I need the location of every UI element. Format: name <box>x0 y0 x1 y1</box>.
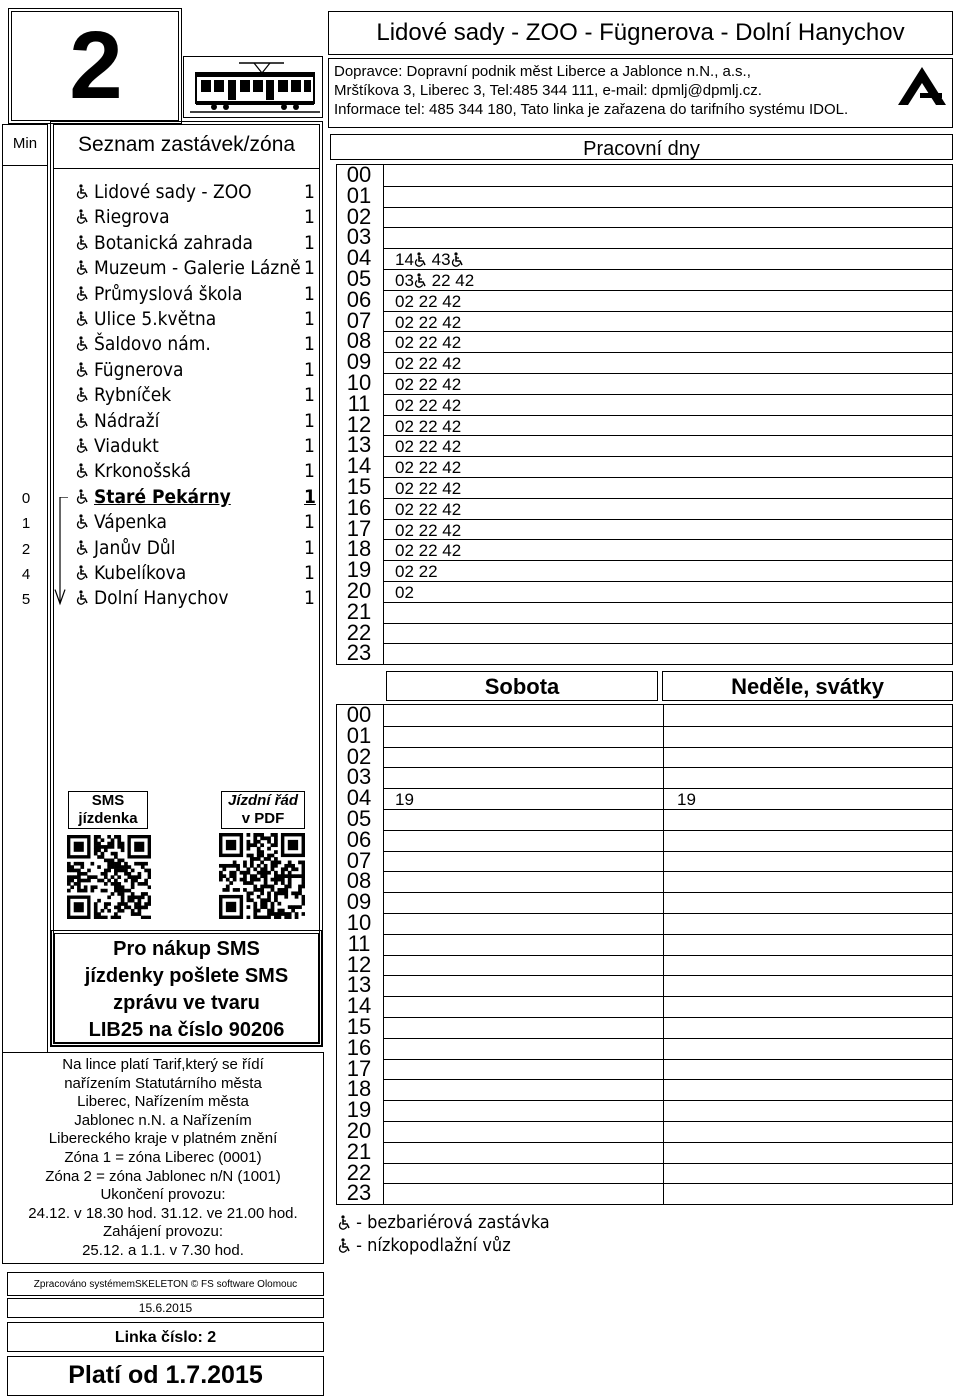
row-divider <box>383 415 952 416</box>
valid-from: Platí od 1.7.2015 <box>68 1361 263 1389</box>
direction-arrow-icon <box>52 497 76 608</box>
departure-minutes <box>395 250 464 270</box>
stop-name: Muzeum - Galerie Lázně <box>94 257 301 280</box>
stop-row <box>54 257 319 279</box>
row-divider <box>383 186 952 187</box>
qr-sms-label-2: jízdenka <box>78 810 138 827</box>
hour-label: 15 <box>346 1014 372 1039</box>
row-divider <box>383 996 952 997</box>
stop-row <box>54 308 319 330</box>
stop-zone: 1 <box>304 409 315 432</box>
row-divider <box>383 311 952 312</box>
stop-zone: 1 <box>304 181 315 203</box>
row-divider <box>383 1121 952 1122</box>
stop-row <box>54 232 319 254</box>
sunday-minutes: 19 <box>677 790 696 810</box>
hour-label: 08 <box>346 328 372 354</box>
legend-barrier-free-label: - bezbariérová zastávka <box>356 1212 550 1233</box>
minutes-text: 02 22 42 <box>395 479 462 498</box>
weekend-table <box>336 704 953 1205</box>
sunday-title: Neděle, svátky <box>731 674 884 699</box>
tariff-line: 24.12. v 18.30 hod. 31.12. ve 21.00 hod. <box>28 1204 298 1222</box>
stop-minute: 5 <box>21 591 31 609</box>
wheelchair-icon <box>338 1212 351 1233</box>
stop-zone: 1 <box>304 206 315 229</box>
departure-minutes <box>395 583 414 603</box>
sms-info-line-3: zprávu ve tvaru <box>113 992 260 1014</box>
qr-pdf-label-box <box>221 791 305 829</box>
date: 15.6.2015 <box>138 1301 193 1315</box>
hour-label: 19 <box>346 1097 372 1123</box>
row-divider <box>383 809 952 810</box>
hour-label: 02 <box>346 203 372 229</box>
hour-label: 13 <box>346 432 372 458</box>
stop-zone: 1 <box>304 587 315 610</box>
stop-name: Dolní Hanychov <box>94 587 229 610</box>
hour-label: 10 <box>346 370 372 395</box>
row-divider <box>383 830 952 831</box>
tram-icon <box>184 57 324 119</box>
row-divider <box>383 602 952 603</box>
line-number: 2 <box>69 12 121 119</box>
dpmlj-logo-icon <box>896 65 948 109</box>
minutes-text: 02 22 42 <box>395 416 462 436</box>
saturday-title: Sobota <box>484 674 560 699</box>
wheelchair-icon <box>76 336 89 354</box>
hour-label: 01 <box>346 722 372 748</box>
hour-label: 07 <box>346 847 372 873</box>
stop-zone: 1 <box>304 384 315 407</box>
sms-info-box <box>54 933 319 1043</box>
hour-label: 20 <box>346 578 372 603</box>
row-divider <box>383 227 952 228</box>
hour-label: 21 <box>346 1138 372 1164</box>
hour-label: 20 <box>346 1118 372 1143</box>
minutes-text: 02 <box>395 583 414 602</box>
row-divider <box>383 477 952 478</box>
stop-name: Lidové sady - ZOO <box>94 181 252 203</box>
stops-title-underline <box>54 168 319 169</box>
wheelchair-icon <box>76 311 89 329</box>
stop-name: Vápenka <box>94 511 167 534</box>
hour-label: 13 <box>346 972 372 998</box>
hour-label: 08 <box>346 868 372 894</box>
hour-label: 23 <box>346 1180 372 1206</box>
stop-name: Viadukt <box>94 435 159 457</box>
minutes-text: 03 <box>395 271 414 290</box>
sms-info-line-1: Pro nákup SMS <box>113 938 260 960</box>
row-divider <box>383 269 952 270</box>
hour-label: 07 <box>346 307 372 333</box>
row-divider <box>383 1038 952 1039</box>
stop-name: Rybníček <box>94 384 172 407</box>
stop-name: Ulice 5.května <box>94 308 217 330</box>
saturday-header <box>386 671 658 701</box>
tariff-line: Liberec, Nařízením města <box>77 1093 249 1111</box>
qr-pdf-label-2: v PDF <box>241 810 285 827</box>
wheelchair-icon <box>451 250 464 269</box>
row-divider <box>383 207 952 208</box>
minutes-text: 02 22 42 <box>395 375 462 394</box>
sunday-header <box>662 671 953 701</box>
stop-row <box>54 410 319 432</box>
wheelchair-icon <box>76 565 89 583</box>
stop-row <box>54 283 319 305</box>
row-divider <box>383 913 952 914</box>
hour-label: 00 <box>346 162 372 187</box>
row-divider <box>383 498 952 499</box>
row-divider <box>383 788 952 789</box>
operator-line-1: Dopravce: Dopravní podnik měst Liberce a Jablonce n.N., a.s., <box>334 63 751 80</box>
row-divider <box>383 892 952 893</box>
departure-minutes <box>395 437 461 457</box>
date-box <box>7 1298 324 1318</box>
legend-low-floor-label: - nízkopodlažní vůz <box>356 1235 511 1256</box>
stop-row <box>54 359 319 381</box>
stop-minute: 2 <box>21 540 31 558</box>
processed-by: Zpracováno systémemSKELETON © FS software Olomouc <box>33 1279 298 1290</box>
stop-zone: 1 <box>304 435 315 457</box>
hour-label: 18 <box>346 1076 372 1102</box>
stop-zone: 1 <box>304 460 315 483</box>
operator-line-2: Mrštíkova 3, Liberec 3, Tel:485 344 111, e-mail: dpmlj@dpmlj.cz. <box>334 82 762 99</box>
row-divider <box>383 519 952 520</box>
hour-label: 12 <box>346 411 372 437</box>
tariff-line: Ukončení provozu: <box>100 1186 226 1204</box>
stop-zone: 1 <box>304 511 315 534</box>
stop-name: Krkonošská <box>94 460 192 483</box>
row-divider <box>383 1183 952 1184</box>
line-label-box <box>7 1322 324 1352</box>
departure-minutes <box>395 417 461 437</box>
stop-row <box>54 537 319 559</box>
minutes-text: 02 22 42 <box>395 333 462 353</box>
stop-row <box>54 511 319 533</box>
row-divider <box>383 560 952 561</box>
row-divider <box>383 394 952 395</box>
hour-label: 09 <box>346 889 372 915</box>
stop-zone: 1 <box>304 333 315 356</box>
hour-label: 19 <box>346 557 372 583</box>
stop-name: Botanická zahrada <box>94 231 253 254</box>
hour-label: 16 <box>346 494 372 520</box>
stop-row <box>54 460 319 482</box>
row-divider <box>383 623 952 624</box>
weekday-table <box>336 164 953 665</box>
stop-row <box>54 587 319 609</box>
hour-label: 14 <box>346 993 372 1019</box>
tariff-line: 25.12. a 1.1. v 7.30 hod. <box>82 1241 244 1259</box>
wheelchair-icon <box>414 271 427 290</box>
qr-code-icon[interactable] <box>67 835 151 919</box>
row-divider <box>383 456 952 457</box>
tariff-line: Jablonec n.N. a Nařízením <box>74 1111 252 1129</box>
row-divider <box>383 1142 952 1143</box>
departure-minutes <box>395 458 461 478</box>
stop-name: Janův Důl <box>94 536 176 559</box>
hour-label: 04 <box>346 245 372 271</box>
hour-label: 22 <box>346 1159 372 1185</box>
stop-row <box>54 384 319 406</box>
stop-name: Nádraží <box>94 409 160 432</box>
row-divider <box>383 1079 952 1080</box>
departure-minutes <box>395 479 461 499</box>
stop-row <box>54 333 319 355</box>
stop-name: Staré Pekárny <box>94 485 231 508</box>
stop-row <box>54 486 319 508</box>
wheelchair-icon <box>76 514 89 532</box>
hour-label: 21 <box>346 598 372 624</box>
wheelchair-icon <box>76 438 89 456</box>
stop-row <box>54 181 319 203</box>
minutes-text: 02 22 42 <box>395 541 462 561</box>
hour-label: 18 <box>346 536 372 562</box>
row-divider <box>383 1059 952 1060</box>
stop-zone: 1 <box>304 231 315 254</box>
wheelchair-icon <box>414 250 427 269</box>
line-label: Linka číslo: 2 <box>114 1329 217 1346</box>
departure-minutes <box>395 313 461 333</box>
hour-label: 22 <box>346 619 372 645</box>
departure-minutes <box>395 333 461 353</box>
wheelchair-icon <box>76 209 89 227</box>
stop-zone: 1 <box>304 485 316 508</box>
hour-label: 12 <box>346 951 372 977</box>
hour-label: 10 <box>346 910 372 935</box>
stop-zone: 1 <box>304 282 315 305</box>
hour-label: 02 <box>346 743 372 769</box>
minutes-text: 02 22 42 <box>395 520 462 540</box>
departure-minutes <box>395 521 461 541</box>
hour-label: 01 <box>346 182 372 208</box>
wheelchair-icon <box>338 1235 351 1256</box>
hour-label: 04 <box>346 785 372 811</box>
stop-zone: 1 <box>304 358 315 381</box>
tram-picture-box <box>183 56 323 118</box>
minutes-text: 43 <box>426 250 451 270</box>
tariff-line: Libereckého kraje v platném znění <box>48 1130 278 1148</box>
stop-zone: 1 <box>304 308 315 330</box>
minutes-text: 02 22 42 <box>395 395 462 415</box>
route-title-box <box>328 11 953 55</box>
wheelchair-icon <box>76 413 89 431</box>
wheelchair-icon <box>76 184 89 202</box>
line-number-box <box>11 11 179 121</box>
qr-sms-label-1: SMS <box>91 792 125 809</box>
tariff-line: Zóna 2 = zóna Jablonec n/N (1001) <box>45 1167 281 1185</box>
row-divider <box>383 435 952 436</box>
row-divider <box>383 934 952 935</box>
row-divider <box>383 747 952 748</box>
row-divider <box>383 851 952 852</box>
row-divider <box>383 248 952 249</box>
hour-label: 17 <box>346 515 372 541</box>
stop-row <box>54 206 319 228</box>
route-title: Lidové sady - ZOO - Fügnerova - Dolní Hanychov <box>376 19 905 46</box>
wheelchair-icon <box>76 362 89 380</box>
operator-box <box>328 58 953 128</box>
row-divider <box>383 1163 952 1164</box>
hour-label: 05 <box>346 266 372 291</box>
hour-label: 16 <box>346 1034 372 1060</box>
stops-box <box>53 124 320 1044</box>
stop-name: Průmyslová škola <box>94 282 243 305</box>
row-divider <box>383 539 952 540</box>
hour-label: 05 <box>346 806 372 831</box>
minutes-text: 02 22 42 <box>395 437 462 457</box>
stop-row <box>54 562 319 584</box>
hour-label: 03 <box>346 764 372 790</box>
sms-info-line-2: jízdenky pošlete SMS <box>84 965 289 987</box>
row-divider <box>383 331 952 332</box>
legend <box>338 1211 550 1257</box>
stop-zone: 1 <box>304 257 315 280</box>
row-divider <box>383 975 952 976</box>
tariff-line: nařízením Statutárního města <box>64 1074 262 1092</box>
minutes-text: 14 <box>395 250 414 270</box>
tariff-line: Zóna 1 = zóna Liberec (0001) <box>64 1148 262 1166</box>
row-divider <box>383 352 952 353</box>
stop-minute: 1 <box>21 515 31 533</box>
row-divider <box>383 767 952 768</box>
departure-minutes <box>395 271 474 291</box>
processed-by-box <box>7 1272 324 1296</box>
row-divider <box>383 373 952 374</box>
stop-minute: 0 <box>21 489 31 507</box>
minutes-text: 22 42 <box>426 271 475 290</box>
sms-info-line-4: LIB25 na číslo 90206 <box>88 1019 285 1041</box>
stop-minute: 4 <box>21 566 31 583</box>
hour-label: 06 <box>346 286 372 312</box>
minutes-text: 02 22 <box>395 562 438 582</box>
hour-label: 11 <box>347 390 371 416</box>
departure-minutes <box>395 396 461 416</box>
wheelchair-icon <box>76 260 89 278</box>
qr-code-icon[interactable] <box>219 833 305 919</box>
hour-label: 17 <box>346 1055 372 1081</box>
row-divider <box>383 871 952 872</box>
departure-minutes <box>395 375 461 395</box>
hour-label: 03 <box>346 224 372 250</box>
row-divider <box>383 290 952 291</box>
stop-name: Fügnerova <box>94 358 184 381</box>
row-divider <box>383 1017 952 1018</box>
minutes-text: 02 22 42 <box>395 291 462 311</box>
hour-label: 23 <box>346 640 372 666</box>
legend-low-floor <box>338 1234 550 1257</box>
wheelchair-icon <box>76 540 89 558</box>
minutes-text: 02 22 42 <box>395 354 462 374</box>
departure-minutes <box>395 354 461 374</box>
stop-name: Šaldovo nám. <box>94 333 211 356</box>
departure-minutes <box>395 541 461 561</box>
qr-sms-label-box <box>68 791 148 829</box>
hour-label: 09 <box>346 349 372 375</box>
wheelchair-icon <box>76 286 89 304</box>
wheelchair-icon <box>76 590 89 608</box>
wheelchair-icon <box>76 489 89 507</box>
legend-barrier-free <box>338 1211 550 1234</box>
minutes-text: 02 22 42 <box>395 458 462 478</box>
weekday-title: Pracovní dny <box>583 138 700 160</box>
hour-label: 15 <box>346 474 372 499</box>
row-divider <box>383 1100 952 1101</box>
stop-name: Riegrova <box>94 206 170 229</box>
weekday-header <box>330 134 953 160</box>
operator-line-3: Informace tel: 485 344 180, Tato linka je zařazena do tarifního systému IDOL. <box>334 101 849 118</box>
stops-title: Seznam zastávek/zóna <box>77 133 296 156</box>
tariff-line: Na lince platí Tarif,který se řídí <box>62 1056 264 1073</box>
row-divider <box>383 581 952 582</box>
minutes-text: 02 22 42 <box>395 499 462 519</box>
wheelchair-icon <box>76 463 89 481</box>
valid-from-box <box>7 1356 324 1396</box>
saturday-minutes: 19 <box>395 790 414 810</box>
stop-zone: 1 <box>304 562 315 584</box>
departure-minutes <box>395 562 438 582</box>
wheelchair-icon <box>76 387 89 405</box>
tariff-line: Zahájení provozu: <box>102 1223 224 1241</box>
row-divider <box>383 643 952 644</box>
hour-label: 00 <box>346 702 372 727</box>
stop-name: Kubelíkova <box>94 562 187 584</box>
departure-minutes <box>395 292 461 312</box>
min-header: Min <box>12 135 38 152</box>
tariff-box <box>2 1052 324 1264</box>
hour-label: 11 <box>347 930 371 956</box>
row-divider <box>383 955 952 956</box>
hour-label: 14 <box>346 453 372 479</box>
minutes-text: 02 22 42 <box>395 312 462 332</box>
wheelchair-icon <box>76 235 89 253</box>
stop-zone: 1 <box>304 536 315 559</box>
row-divider <box>383 726 952 727</box>
departure-minutes <box>395 500 461 520</box>
stop-row <box>54 435 319 457</box>
hour-label: 06 <box>346 826 372 852</box>
qr-pdf-label-1: Jízdní řád <box>227 792 298 809</box>
min-header-underline <box>3 165 47 166</box>
